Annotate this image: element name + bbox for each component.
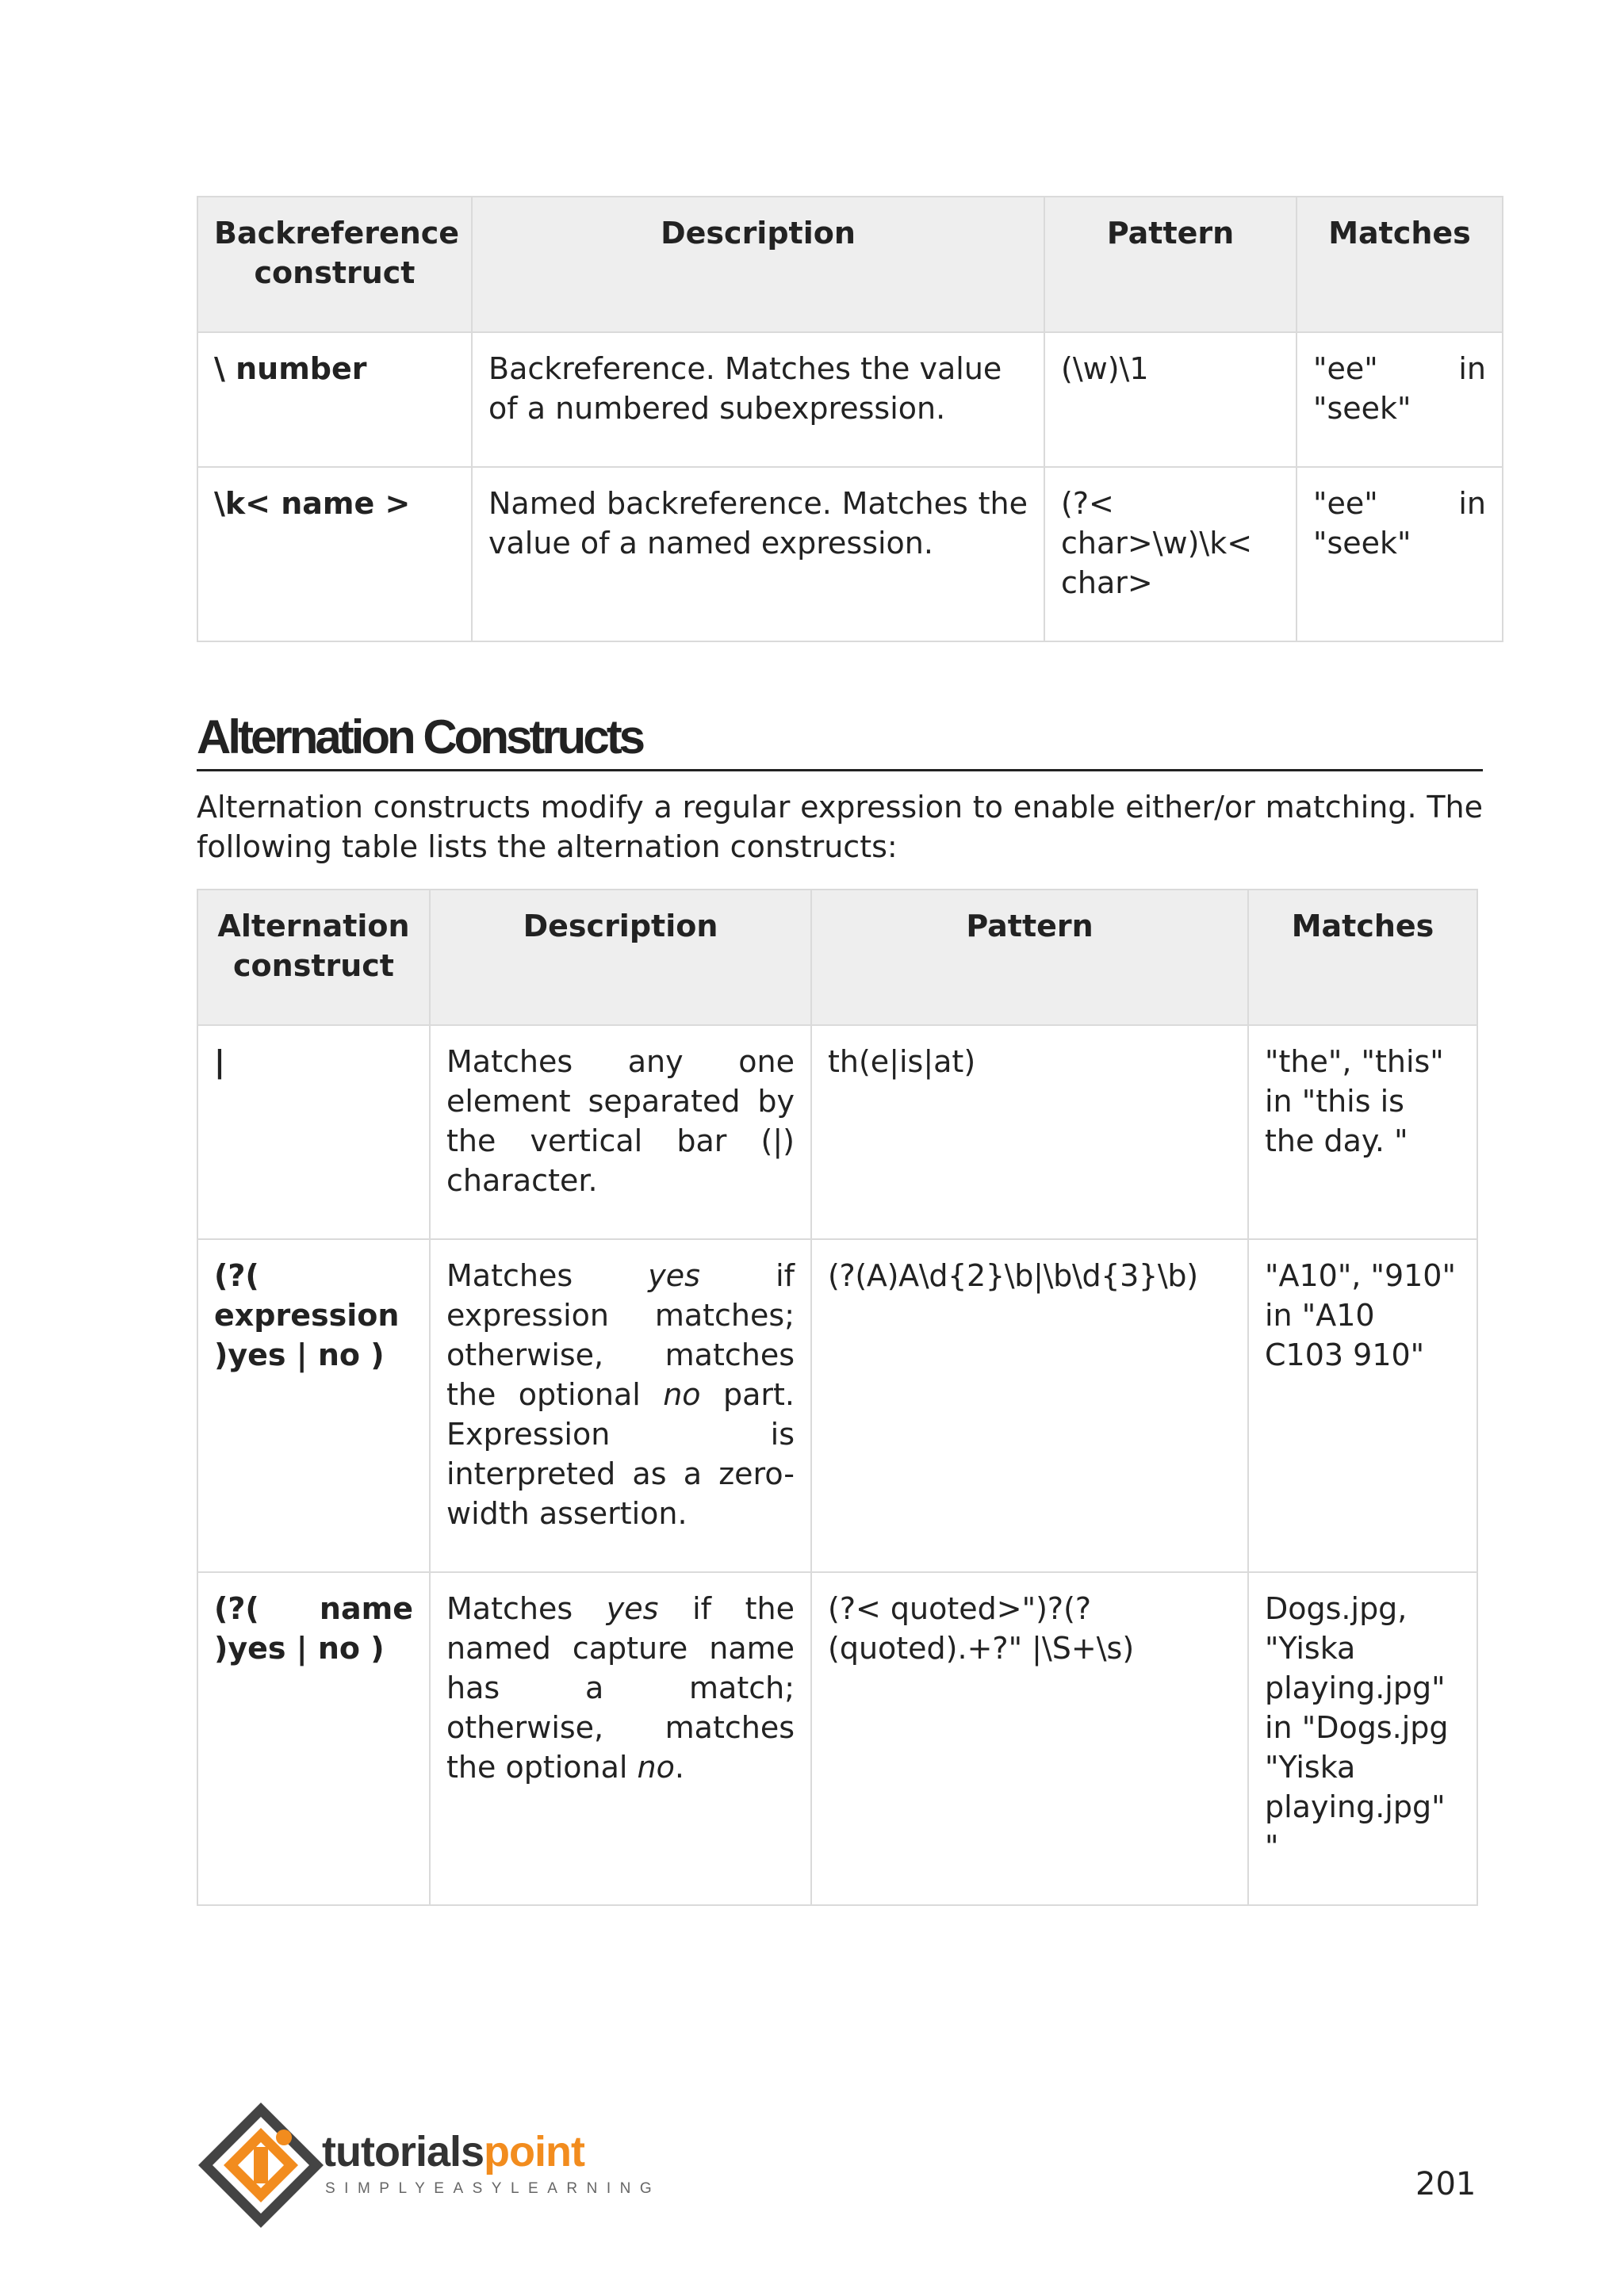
table-row	[197, 332, 1503, 467]
emphasis-no: no	[637, 1750, 675, 1785]
logo-tagline: SIMPLYEASYLEARNING	[325, 2180, 661, 2197]
column-header: Matches	[1297, 197, 1503, 332]
section-title: Alternation Constructs	[197, 706, 1483, 771]
matches-cell: "ee" in "seek"	[1297, 467, 1503, 641]
pattern-cell: (\w)\1	[1044, 332, 1297, 467]
description-cell: Named backreference. Matches the value of a named expression.	[472, 467, 1044, 641]
construct-cell: \k< name >	[197, 467, 472, 641]
description-cell: Matches yes if expression matches; otherwise, matches the optional no part. Expression is interpreted as a zero-width assertion.	[430, 1239, 811, 1572]
table-row	[197, 1572, 1477, 1905]
pattern-cell: th(e|is|at)	[811, 1025, 1248, 1239]
construct-cell: |	[197, 1025, 430, 1239]
column-header: Alternation construct	[197, 890, 430, 1025]
column-header: Backreference construct	[197, 197, 472, 332]
column-header: Pattern	[811, 890, 1248, 1025]
column-header: Description	[472, 197, 1044, 332]
backreference-table	[197, 196, 1503, 642]
table-row	[197, 1239, 1477, 1572]
section-intro: Alternation constructs modify a regular expression to enable either/or matching. The following table lists the alternation constructs:	[197, 790, 1483, 864]
construct-cell: (?( name )yes | no )	[197, 1572, 430, 1905]
table-header-row	[197, 197, 1503, 332]
pattern-cell: (?< char>\w)\k< char>	[1044, 467, 1297, 641]
matches-cell: "A10", "910" in "A10 C103 910"	[1248, 1239, 1477, 1572]
matches-cell: "the", "this" in "this is the day. "	[1248, 1025, 1477, 1239]
construct-cell: \ number	[197, 332, 472, 467]
matches-cell: "ee" in "seek"	[1297, 332, 1503, 467]
column-header: Description	[430, 890, 811, 1025]
emphasis-no: no	[663, 1377, 701, 1412]
logo-wordmark: tutorialspoint	[322, 2128, 584, 2175]
table-row	[197, 467, 1503, 641]
description-cell: Matches yes if the named capture name has a match; otherwise, matches the optional no.	[430, 1572, 811, 1905]
description-cell: Backreference. Matches the value of a numbered subexpression.	[472, 332, 1044, 467]
description-cell: Matches any one element separated by the vertical bar (|) character.	[430, 1025, 811, 1239]
emphasis-yes: yes	[648, 1258, 700, 1293]
tutorialspoint-logo	[195, 2099, 661, 2231]
alternation-table	[197, 889, 1478, 1906]
matches-cell: Dogs.jpg, "Yiska playing.jpg" in "Dogs.jpg "Yiska playing.jpg" "	[1248, 1572, 1477, 1905]
table-row	[197, 1025, 1477, 1239]
emphasis-yes: yes	[606, 1591, 659, 1626]
column-header: Pattern	[1044, 197, 1297, 332]
page-number: 201	[1415, 2166, 1477, 2202]
construct-cell: (?( expression )yes | no )	[197, 1239, 430, 1572]
column-header: Matches	[1248, 890, 1477, 1025]
tutorialspoint-logo-icon	[195, 2099, 327, 2231]
pattern-cell: (?(A)A\d{2}\b|\b\d{3}\b)	[811, 1239, 1248, 1572]
pattern-cell: (?< quoted>")?(?(quoted).+?" |\S+\s)	[811, 1572, 1248, 1905]
table-header-row	[197, 890, 1477, 1025]
